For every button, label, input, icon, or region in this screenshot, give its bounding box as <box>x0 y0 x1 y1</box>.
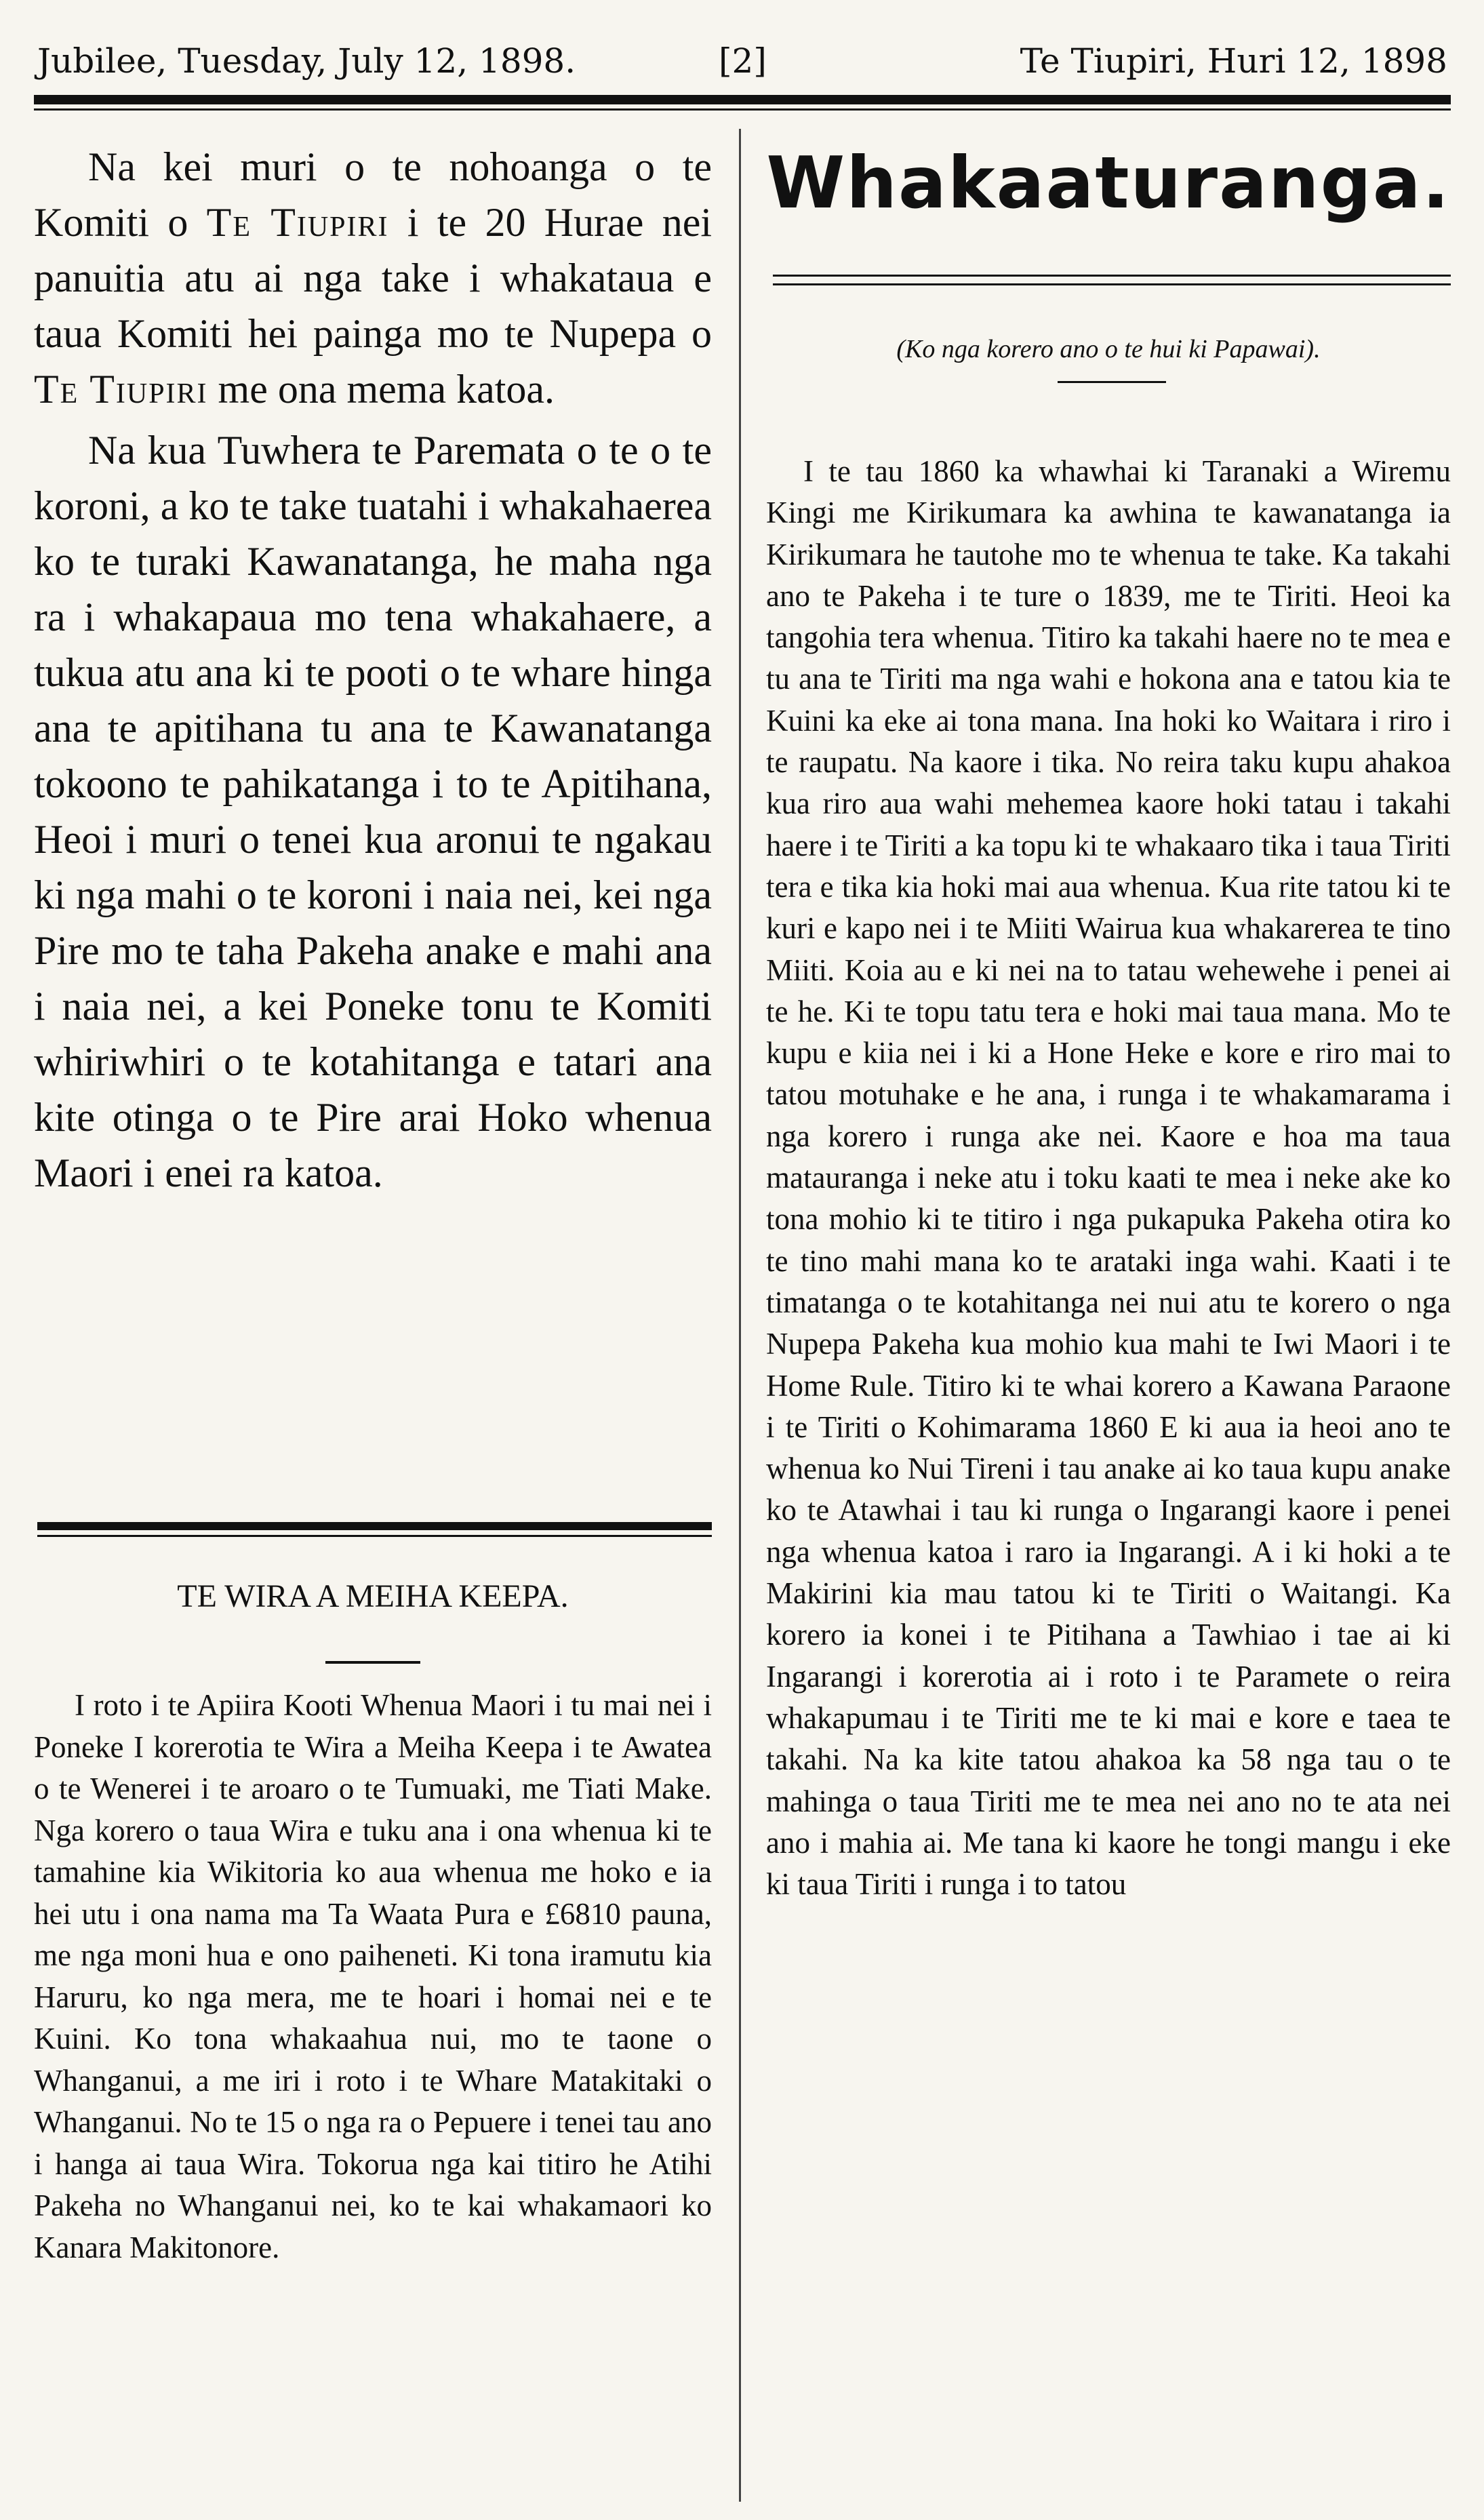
will-article-body: I roto i te Apiira Kooti Whenua Maori i tu mai nei i Poneke I korerotia te Wira a Meiha Keepa i te Awatea o te Wenerei i te aroaro o te Tumuaki, me Tiati Make. Nga korero o taua Wira e tuku ana i ona whenua ki te tamahine kia Wikitoria ko aua whenua me hoko e ia hei utu i ona nama ma Ta Waata Pura e £6810 pauna, me nga moni hua e ono paiheneti. Ki tona iramutu kia Haruru, ko nga mera, me te hoari i homai nei e te Kuini. Ko tona whakaahua nui, mo te taone o Whanganui, a me iri i roto i te Whare Matakitaki o Whanganui. No te 15 o nga ra o Pepuere i tenei tau ano i hanga ai taua Wira. Tokorua nga kai titiro he Atihi Pakeha no Whanganui nei, ko te kai whakamaori ko Kanara Makitonore. <box>34 1688 712 2264</box>
para1-text-b: i te 20 Hurae nei panuitia atu ai nga take i whakataua e taua Komiti hei painga mo te Nupepa o <box>34 200 712 356</box>
title-rule-2 <box>773 283 1451 285</box>
page-number: [2] <box>719 41 767 81</box>
editorial-paragraph-2: Na kua Tuwhera te Paremata o te o te koroni, a ko te take tuatahi i whakahaerea ko te turaki Kawanatanga, he maha nga ra i whakapaua mo tena whakahaere, a tukua atu ana ki te pooti o te whare hinga ana te apitihana tu ana te Kawanatanga tokoono te pahikatanga i to te Apitihana, Heoi i muri o tenei kua aronui te ngakau ki nga mahi o te koroni i naia nei, kei nga Pire mo te taha Pakeha anake e mahi ana i naia nei, a kei Poneke tonu te Komiti whiriwhiri o te kotahitanga e tatari ana kite otinga o te Pire arai Hoko whenua Maori i enei ra katoa. <box>34 428 712 1195</box>
title-rule-1 <box>773 275 1451 277</box>
section-rule-thin <box>37 1535 712 1537</box>
paper-name: Te Tiupiri <box>34 367 208 412</box>
left-column-editorial <box>34 139 712 1206</box>
header-rule-thick <box>34 95 1451 104</box>
section-title: TE WIRA A MEIHA KEEPA. <box>177 1578 569 1614</box>
header-rule-thin <box>34 108 1451 111</box>
column-divider <box>739 129 741 2502</box>
section-rule-thick <box>37 1522 712 1530</box>
left-column-will-article <box>34 1685 712 2268</box>
paper-name: Te Tiupiri <box>206 200 389 245</box>
right-column-article <box>766 451 1451 1905</box>
article-subtitle: (Ko nga korero ano o te hui ki Papawai). <box>896 335 1321 363</box>
para1-text-c: me ona mema katoa. <box>207 367 555 412</box>
header-date-english: Jubilee, Tuesday, July 12, 1898. <box>37 41 576 81</box>
subtitle-rule <box>1058 381 1166 383</box>
article-body: I te tau 1860 ka whawhai ki Taranaki a Wiremu Kingi me Kirikumara ka awhina te kawanatanga ia Kirikumara he tautohe mo te whenua te take. Ka takahi ano te Pakeha i te ture o 1839, me te Tiriti. Heoi ka tangohia tera whenua. Titiro ka takahi haere no te mea e tu ana te Tiriti ma nga wahi e hokona ana e tatou kia te Kuini ka eke ai tona mana. Ina hoki ko Waitara i riro i te raupatu. Na kaore i tika. No reira taku kupu ahakoa kua riro aua wahi mehemea kaore hoki tatau i takahi haere i te Tiriti a ka topu ki te whakaaro tika i taua Tiriti tera e tika kia hoki mai aua whenua. Kua rite tatou ki te kuri e kapo nei i te Miiti Wairua kua whakarerea te tino Miiti. Koia au e ki nei na to tatau wehewehe i penei ai te he. Ki te topu tatu tera e hoki mai taua mana. Mo te kupu e kiia nei i ki a Hone Heke e kore e riro mai to tatou motuhake e he ana, i runga i te whakamarama i nga korero i runga ake nei. Kaore e hoa ma taua matauranga i neke atu i toku kaati te mea i neke ake ko tona mohio ki te titiro i nga pukapuka Pakeha otira ko te tino mahi mana ko te arataki inga wahi. Kaati i te timatanga o te kotahitanga nei nui atu te korero o nga Nupepa Pakeha kua mohio kua mahi te Iwi Maori i te Home Rule. Titiro ki te whai korero a Kawana Paraone i te Tiriti o Kohimarama 1860 E ki aua ia heoi ano te whenua ko Nui Tireni i tau anake ai ko taua kupu anake ko te Atawhai i tau ki runga o Ingarangi kaore i penei nga whenua katoa i raro ia Ingarangi. A i ki hoki a te Makirini kia mau tatou ki te Tiriti o Waitangi. Ka korero ia konei i te Pitihana a Tawhiao i tae ai ki Ingarangi i korerotia ai i roto i te Paramete o reira whakapumau i te Tiriti me te ki mai e kore e taea te takahi. Na ka kite tatou ahakoa ka 58 nga tau o te mahinga o taua Tiriti me te mea nei ano no te ata nei ano i mahia ai. Me tana ki kaore he tongi mangu i eke ki taua Tiriti i runga i to tatou <box>766 454 1451 1902</box>
editorial-paragraph-1 <box>34 139 712 417</box>
page-header <box>37 37 1447 85</box>
header-date-maori: Te Tiupiri, Huri 12, 1898 <box>1020 41 1447 81</box>
article-title: Whakaaturanga. <box>766 142 1451 224</box>
para1-text-a: Na kei muri o te nohoanga o te Komiti o <box>34 144 712 245</box>
section-title-rule <box>325 1661 420 1664</box>
